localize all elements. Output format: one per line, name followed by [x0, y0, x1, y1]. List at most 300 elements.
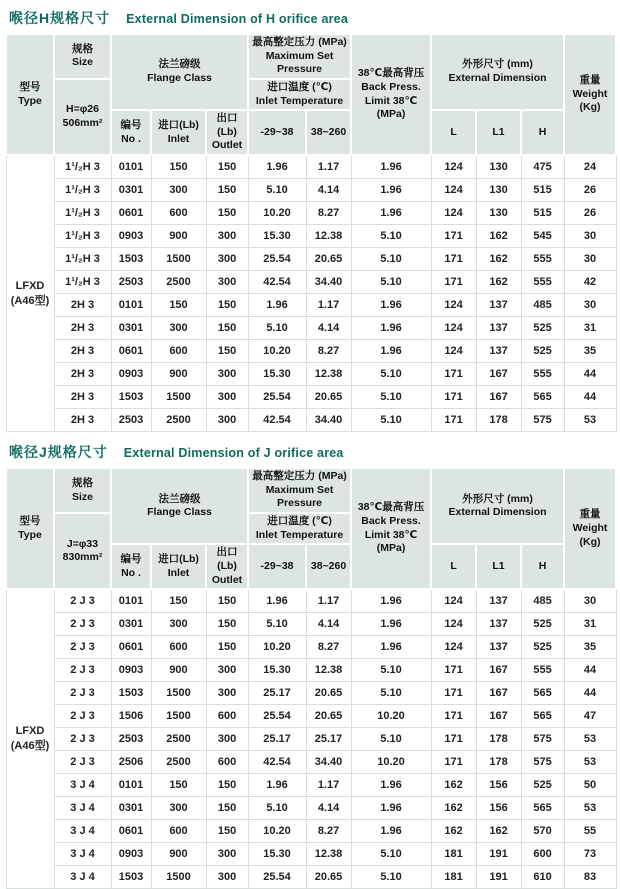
- table-cell: 565: [521, 797, 564, 820]
- table-cell: 2H 3: [54, 340, 111, 363]
- table-cell: 10.20: [351, 705, 431, 728]
- table-cell: 555: [521, 659, 564, 682]
- table-cell: 300: [206, 386, 248, 409]
- table-cell: 5.10: [351, 866, 431, 889]
- table-cell: 191: [476, 843, 521, 866]
- table-cell: 1¹/₂H 3: [54, 225, 111, 248]
- table-cell: 0101: [111, 155, 151, 179]
- table-row: [6, 774, 616, 797]
- table-cell: 53: [564, 797, 616, 820]
- table-cell: 2503: [111, 409, 151, 432]
- header-flange-class: 法兰磅级 Flange Class: [111, 468, 248, 544]
- table-cell: 30: [564, 294, 616, 317]
- table-cell: 55: [564, 820, 616, 843]
- section-title-h-en: External Dimension of H orifice area: [126, 12, 348, 26]
- table-cell: 1503: [111, 248, 151, 271]
- table-cell: 900: [151, 659, 206, 682]
- header-weight: 重量 Weight (Kg): [564, 468, 616, 589]
- table-cell: 42.54: [248, 751, 306, 774]
- table-cell: 4.14: [306, 179, 351, 202]
- table-cell: 30: [564, 589, 616, 613]
- table-cell: 73: [564, 843, 616, 866]
- table-header-j: [6, 468, 616, 589]
- table-cell: 565: [521, 682, 564, 705]
- table-cell: 1.96: [248, 294, 306, 317]
- table-body-j: [6, 589, 616, 889]
- table-cell: 44: [564, 386, 616, 409]
- table-cell: 171: [431, 225, 476, 248]
- table-row: [6, 866, 616, 889]
- table-cell: 156: [476, 774, 521, 797]
- table-cell: 5.10: [351, 386, 431, 409]
- table-cell: 525: [521, 613, 564, 636]
- table-cell: 162: [431, 774, 476, 797]
- table-cell: 150: [206, 797, 248, 820]
- table-cell: 2506: [111, 751, 151, 774]
- table-row: [6, 294, 616, 317]
- table-cell: 1.17: [306, 294, 351, 317]
- table-cell: 10.20: [248, 340, 306, 363]
- header-external-dimension: 外形尺寸 (mm) External Dimension: [431, 468, 564, 544]
- table-row: [6, 705, 616, 728]
- table-cell: 2500: [151, 728, 206, 751]
- table-row: [6, 797, 616, 820]
- table-cell: 15.30: [248, 659, 306, 682]
- table-cell: 156: [476, 797, 521, 820]
- table-cell: 5.10: [351, 225, 431, 248]
- table-cell: 171: [431, 682, 476, 705]
- table-cell: 575: [521, 409, 564, 432]
- table-cell: 124: [431, 589, 476, 613]
- header-temp-range-low: -29~38: [248, 544, 306, 589]
- table-cell: 47: [564, 705, 616, 728]
- table-cell: 10.20: [248, 820, 306, 843]
- table-cell: 137: [476, 636, 521, 659]
- table-cell: 30: [564, 248, 616, 271]
- table-cell: 12.38: [306, 659, 351, 682]
- table-cell: 555: [521, 363, 564, 386]
- table-cell: 15.30: [248, 225, 306, 248]
- header-type: 型号 Type: [6, 468, 54, 589]
- table-row: [6, 386, 616, 409]
- table-cell: 0101: [111, 294, 151, 317]
- table-row: [6, 751, 616, 774]
- table-row: [6, 589, 616, 613]
- table-cell: 137: [476, 589, 521, 613]
- table-cell: 570: [521, 820, 564, 843]
- table-cell: 2H 3: [54, 294, 111, 317]
- table-cell: 1.17: [306, 155, 351, 179]
- section-h-orifice: [5, 8, 615, 432]
- table-row: [6, 409, 616, 432]
- table-cell: 600: [151, 636, 206, 659]
- table-cell: 150: [206, 613, 248, 636]
- table-cell: 12.38: [306, 225, 351, 248]
- table-body-h: [6, 155, 616, 432]
- table-cell: 515: [521, 202, 564, 225]
- table-cell: 8.27: [306, 340, 351, 363]
- table-cell: 167: [476, 386, 521, 409]
- table-cell: 35: [564, 340, 616, 363]
- table-cell: 575: [521, 728, 564, 751]
- header-no: 编号 No .: [111, 110, 151, 155]
- header-col-l: L: [431, 110, 476, 155]
- table-cell: 5.10: [351, 271, 431, 294]
- table-cell: 1.96: [351, 294, 431, 317]
- table-row: [6, 271, 616, 294]
- table-cell: 162: [476, 225, 521, 248]
- table-row: [6, 843, 616, 866]
- section-title-j: [9, 442, 615, 462]
- table-cell: 5.10: [248, 317, 306, 340]
- table-cell: 1500: [151, 705, 206, 728]
- table-cell: 35: [564, 636, 616, 659]
- table-cell: 1.96: [351, 179, 431, 202]
- table-cell: 4.14: [306, 797, 351, 820]
- table-cell: 8.27: [306, 636, 351, 659]
- table-cell: 2 J 3: [54, 613, 111, 636]
- table-cell: 600: [521, 843, 564, 866]
- table-cell: 1.96: [351, 774, 431, 797]
- table-cell: 2 J 3: [54, 705, 111, 728]
- table-cell: 1.96: [248, 155, 306, 179]
- header-temp-range-high: 38~260: [306, 110, 351, 155]
- table-cell: 42.54: [248, 271, 306, 294]
- table-cell: 12.38: [306, 843, 351, 866]
- table-cell: 300: [206, 866, 248, 889]
- table-cell: 124: [431, 317, 476, 340]
- table-cell: 5.10: [248, 613, 306, 636]
- table-cell: 171: [431, 728, 476, 751]
- table-cell: 900: [151, 363, 206, 386]
- section-title-h-zh: 喉径H规格尺寸: [9, 10, 111, 26]
- table-cell: 0301: [111, 797, 151, 820]
- table-cell: 137: [476, 613, 521, 636]
- table-cell: 0601: [111, 340, 151, 363]
- header-size: 规格 Size: [54, 468, 111, 513]
- table-cell: 124: [431, 613, 476, 636]
- table-cell: 4.14: [306, 613, 351, 636]
- table-cell: 1503: [111, 386, 151, 409]
- table-cell: 150: [206, 202, 248, 225]
- table-cell: 5.10: [248, 179, 306, 202]
- table-cell: 0903: [111, 843, 151, 866]
- header-inlet-temperature: 进口温度 (℃) Inlet Temperature: [248, 513, 351, 544]
- table-cell: 1¹/₂H 3: [54, 155, 111, 179]
- table-cell: 167: [476, 363, 521, 386]
- table-cell: 20.65: [306, 705, 351, 728]
- table-cell: 1500: [151, 682, 206, 705]
- table-cell: 150: [151, 589, 206, 613]
- table-cell: 44: [564, 659, 616, 682]
- table-cell: 178: [476, 751, 521, 774]
- table-cell: 171: [431, 386, 476, 409]
- table-row: [6, 728, 616, 751]
- section-title-h: [9, 8, 615, 28]
- table-cell: 124: [431, 202, 476, 225]
- table-cell: 2H 3: [54, 386, 111, 409]
- table-cell: 124: [431, 155, 476, 179]
- table-cell: 44: [564, 363, 616, 386]
- table-cell: 162: [476, 820, 521, 843]
- table-cell: 3 J 4: [54, 797, 111, 820]
- table-cell: 0601: [111, 202, 151, 225]
- table-cell: 178: [476, 728, 521, 751]
- table-cell: 44: [564, 682, 616, 705]
- table-cell: 171: [431, 248, 476, 271]
- table-cell: 575: [521, 751, 564, 774]
- table-cell: 1506: [111, 705, 151, 728]
- table-cell: 124: [431, 340, 476, 363]
- section-title-j-zh: 喉径J规格尺寸: [9, 444, 108, 461]
- table-cell: 0101: [111, 774, 151, 797]
- table-cell: 525: [521, 636, 564, 659]
- table-cell: 5.10: [351, 409, 431, 432]
- table-cell: 600: [206, 751, 248, 774]
- table-cell: 31: [564, 613, 616, 636]
- table-row: [6, 340, 616, 363]
- table-cell: 162: [476, 271, 521, 294]
- table-row: [6, 225, 616, 248]
- table-cell: 300: [206, 843, 248, 866]
- table-cell: 20.65: [306, 248, 351, 271]
- table-cell: 3 J 4: [54, 866, 111, 889]
- table-cell: 150: [151, 155, 206, 179]
- table-cell: 167: [476, 659, 521, 682]
- table-cell: 1.96: [351, 317, 431, 340]
- spec-table-j: [5, 467, 617, 889]
- table-cell: 25.54: [248, 705, 306, 728]
- table-cell: 150: [206, 820, 248, 843]
- table-cell: 525: [521, 317, 564, 340]
- table-cell: 0301: [111, 613, 151, 636]
- table-cell: 485: [521, 589, 564, 613]
- table-cell: 124: [431, 636, 476, 659]
- header-size: 规格 Size: [54, 34, 111, 79]
- table-cell: 565: [521, 705, 564, 728]
- table-cell: 475: [521, 155, 564, 179]
- header-outlet: 出口(Lb) Outlet: [206, 544, 248, 589]
- table-cell: 555: [521, 248, 564, 271]
- table-cell: 191: [476, 866, 521, 889]
- table-cell: 12.38: [306, 363, 351, 386]
- header-outlet: 出口(Lb) Outlet: [206, 110, 248, 155]
- table-cell: 25.17: [248, 682, 306, 705]
- table-cell: 1.96: [351, 797, 431, 820]
- table-cell: 167: [476, 682, 521, 705]
- table-row: [6, 248, 616, 271]
- table-cell: 1¹/₂H 3: [54, 248, 111, 271]
- table-cell: 1.96: [351, 820, 431, 843]
- table-cell: 4.14: [306, 317, 351, 340]
- table-cell: 300: [151, 179, 206, 202]
- table-cell: 1.96: [351, 155, 431, 179]
- table-cell: 150: [206, 774, 248, 797]
- header-col-l1: L1: [476, 110, 521, 155]
- table-row: [6, 317, 616, 340]
- table-cell: 2H 3: [54, 317, 111, 340]
- spec-table-h: [5, 33, 617, 432]
- section-j-orifice: [5, 442, 615, 889]
- table-cell: 171: [431, 751, 476, 774]
- type-cell: LFXD (A46型): [6, 589, 54, 889]
- table-cell: 10.20: [248, 636, 306, 659]
- table-cell: 5.10: [351, 728, 431, 751]
- table-cell: 5.10: [351, 843, 431, 866]
- header-max-set-pressure: 最高整定压力 (MPa) Maximum Set Pressure: [248, 34, 351, 79]
- table-cell: 0903: [111, 659, 151, 682]
- table-cell: 555: [521, 271, 564, 294]
- table-cell: 42: [564, 271, 616, 294]
- table-row: [6, 820, 616, 843]
- table-cell: 600: [151, 202, 206, 225]
- table-cell: 600: [151, 820, 206, 843]
- table-cell: 525: [521, 774, 564, 797]
- table-cell: 515: [521, 179, 564, 202]
- table-cell: 300: [206, 728, 248, 751]
- table-cell: 10.20: [248, 202, 306, 225]
- table-cell: 124: [431, 294, 476, 317]
- table-cell: 525: [521, 340, 564, 363]
- table-cell: 8.27: [306, 820, 351, 843]
- table-cell: 1.96: [351, 589, 431, 613]
- table-cell: 30: [564, 225, 616, 248]
- table-cell: 137: [476, 317, 521, 340]
- table-cell: 20.65: [306, 682, 351, 705]
- table-cell: 300: [151, 317, 206, 340]
- table-cell: 167: [476, 705, 521, 728]
- table-cell: 0301: [111, 317, 151, 340]
- header-inlet-temperature: 进口温度 (℃) Inlet Temperature: [248, 79, 351, 110]
- table-cell: 15.30: [248, 843, 306, 866]
- table-cell: 181: [431, 843, 476, 866]
- type-cell: LFXD (A46型): [6, 155, 54, 432]
- table-cell: 2 J 3: [54, 751, 111, 774]
- table-row: [6, 636, 616, 659]
- table-cell: 31: [564, 317, 616, 340]
- table-header-h: [6, 34, 616, 155]
- header-max-set-pressure: 最高整定压力 (MPa) Maximum Set Pressure: [248, 468, 351, 513]
- table-row: [6, 659, 616, 682]
- table-cell: 1.96: [351, 636, 431, 659]
- table-cell: 2H 3: [54, 363, 111, 386]
- table-cell: 5.10: [248, 797, 306, 820]
- table-row: [6, 202, 616, 225]
- table-cell: 2 J 3: [54, 728, 111, 751]
- table-cell: 1.96: [351, 613, 431, 636]
- table-cell: 171: [431, 363, 476, 386]
- table-cell: 20.65: [306, 866, 351, 889]
- table-cell: 1503: [111, 682, 151, 705]
- table-row: [6, 682, 616, 705]
- table-cell: 20.65: [306, 386, 351, 409]
- header-inlet: 进口(Lb) Inlet: [151, 544, 206, 589]
- table-cell: 2 J 3: [54, 682, 111, 705]
- table-cell: 1.17: [306, 589, 351, 613]
- table-cell: 26: [564, 179, 616, 202]
- table-cell: 25.54: [248, 866, 306, 889]
- table-cell: 0101: [111, 589, 151, 613]
- table-cell: 900: [151, 843, 206, 866]
- header-col-l: L: [431, 544, 476, 589]
- table-cell: 137: [476, 340, 521, 363]
- table-cell: 25.54: [248, 248, 306, 271]
- table-cell: 0903: [111, 363, 151, 386]
- header-col-h: H: [521, 544, 564, 589]
- table-cell: 178: [476, 409, 521, 432]
- table-cell: 2500: [151, 409, 206, 432]
- table-cell: 5.10: [351, 659, 431, 682]
- table-cell: 1¹/₂H 3: [54, 271, 111, 294]
- table-cell: 150: [151, 294, 206, 317]
- table-cell: 0601: [111, 820, 151, 843]
- header-inlet: 进口(Lb) Inlet: [151, 110, 206, 155]
- table-cell: 171: [431, 705, 476, 728]
- header-col-l1: L1: [476, 544, 521, 589]
- table-cell: 1.96: [351, 340, 431, 363]
- table-cell: 0903: [111, 225, 151, 248]
- table-cell: 1.96: [351, 202, 431, 225]
- table-cell: 53: [564, 409, 616, 432]
- table-cell: 610: [521, 866, 564, 889]
- header-back-pressure: 38℃最高背压 Back Press. Limit 38℃ (MPa): [351, 468, 431, 589]
- table-cell: 150: [206, 317, 248, 340]
- table-cell: 900: [151, 225, 206, 248]
- table-cell: 5.10: [351, 363, 431, 386]
- table-cell: 150: [206, 340, 248, 363]
- table-cell: 1500: [151, 386, 206, 409]
- table-cell: 2500: [151, 271, 206, 294]
- table-cell: 1500: [151, 248, 206, 271]
- table-cell: 300: [206, 682, 248, 705]
- table-cell: 53: [564, 751, 616, 774]
- table-cell: 130: [476, 179, 521, 202]
- table-row: [6, 363, 616, 386]
- table-cell: 50: [564, 774, 616, 797]
- header-size-value: H=φ26 506mm²: [54, 79, 111, 155]
- table-cell: 5.10: [351, 248, 431, 271]
- table-cell: 181: [431, 866, 476, 889]
- table-cell: 3 J 4: [54, 820, 111, 843]
- table-cell: 42.54: [248, 409, 306, 432]
- header-size-value: J=φ33 830mm²: [54, 513, 111, 589]
- section-title-j-en: External Dimension of J orifice area: [123, 446, 344, 461]
- table-cell: 300: [206, 363, 248, 386]
- table-cell: 1.96: [248, 774, 306, 797]
- header-col-h: H: [521, 110, 564, 155]
- table-cell: 162: [431, 797, 476, 820]
- table-cell: 565: [521, 386, 564, 409]
- table-cell: 10.20: [351, 751, 431, 774]
- table-cell: 137: [476, 294, 521, 317]
- table-cell: 34.40: [306, 271, 351, 294]
- table-cell: 130: [476, 155, 521, 179]
- table-cell: 34.40: [306, 751, 351, 774]
- table-cell: 300: [206, 659, 248, 682]
- table-row: [6, 155, 616, 179]
- table-cell: 171: [431, 271, 476, 294]
- table-cell: 1¹/₂H 3: [54, 179, 111, 202]
- table-cell: 300: [206, 409, 248, 432]
- table-cell: 0301: [111, 179, 151, 202]
- table-cell: 300: [151, 797, 206, 820]
- table-cell: 25.17: [306, 728, 351, 751]
- table-cell: 1¹/₂H 3: [54, 202, 111, 225]
- table-cell: 150: [206, 589, 248, 613]
- table-cell: 25.17: [248, 728, 306, 751]
- table-cell: 545: [521, 225, 564, 248]
- table-cell: 0601: [111, 636, 151, 659]
